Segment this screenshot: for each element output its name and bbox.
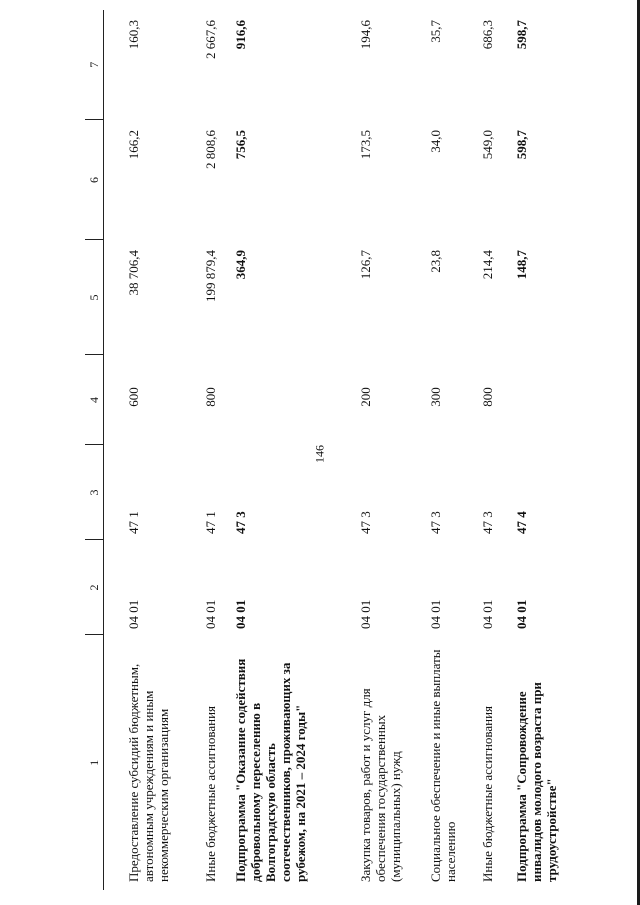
rotated-page-content xyxy=(85,10,640,890)
row-col5: 214,4 xyxy=(480,250,495,280)
table-row xyxy=(203,10,233,890)
row-col5: 199 879,4 xyxy=(203,250,218,302)
row-col6: 34,0 xyxy=(428,130,443,153)
table-row xyxy=(480,10,514,890)
row-col5: 38 706,4 xyxy=(126,250,141,296)
row-section: 04 01 xyxy=(428,599,443,629)
row-expense-type xyxy=(514,355,574,445)
row-col6: 173,5 xyxy=(358,130,373,160)
row-expense-type: 800 xyxy=(203,387,218,407)
row-col7: 194,6 xyxy=(358,20,373,50)
row-target: 47 3 xyxy=(428,511,443,534)
row-col7: 160,3 xyxy=(126,20,141,50)
row-section: 04 01 xyxy=(514,599,529,629)
row-col5: 148,7 xyxy=(514,250,529,280)
row-name: Подпрограмма "Оказание содействия добровольному переселению в Волгоградскую область соотечественников, проживающих за рубежом, на 2021 – 2024 годы" xyxy=(233,658,308,882)
row-expense-type: 600 xyxy=(126,387,141,407)
header-col-5: 5 xyxy=(85,240,104,355)
row-target: 47 3 xyxy=(358,511,373,534)
row-section: 04 01 xyxy=(126,599,141,629)
row-col5: 126,7 xyxy=(358,250,373,280)
header-col-3: 3 xyxy=(85,445,104,540)
row-col7: 598,7 xyxy=(514,20,529,50)
header-spacer xyxy=(104,10,127,890)
row-target: 47 3 xyxy=(233,511,248,534)
table-row-subprogram xyxy=(233,10,358,890)
row-name: Иные бюджетные ассигнования xyxy=(480,705,495,882)
row-target: 47 1 xyxy=(203,511,218,534)
row-col7: 35,7 xyxy=(428,20,443,43)
row-section: 04 01 xyxy=(203,599,218,629)
row-col5: 364,9 xyxy=(233,250,248,280)
row-name: Подпрограмма "Сопровождение инвалидов молодого возраста при трудоустройстве" xyxy=(514,682,559,882)
row-expense-type xyxy=(233,355,358,445)
header-col-6: 6 xyxy=(85,120,104,240)
row-col7: 686,3 xyxy=(480,20,495,50)
row-section: 04 01 xyxy=(233,599,248,629)
row-col6: 549,0 xyxy=(480,130,495,160)
header-col-4: 4 xyxy=(85,355,104,445)
row-col6: 2 808,6 xyxy=(203,130,218,169)
row-col6: 166,2 xyxy=(126,130,141,160)
row-col6: 598,7 xyxy=(514,130,529,160)
table-row xyxy=(428,10,480,890)
row-col7: 916,6 xyxy=(233,20,248,50)
row-expense-type: 200 xyxy=(358,387,373,407)
budget-table xyxy=(85,10,574,890)
row-expense-type: 300 xyxy=(428,387,443,407)
row-name: Закупка товаров, работ и услуг для обеспечения государственных (муниципальных) нужд xyxy=(358,688,403,882)
row-col6: 756,5 xyxy=(233,130,248,160)
table-row-subprogram xyxy=(514,10,574,890)
header-row xyxy=(85,10,104,890)
row-col5: 23,8 xyxy=(428,250,443,273)
table-row xyxy=(358,10,428,890)
row-col7: 2 667,6 xyxy=(203,20,218,59)
row-name: Иные бюджетные ассигнования xyxy=(203,705,218,882)
row-target: 47 4 xyxy=(514,511,529,534)
header-col-7: 7 xyxy=(85,10,104,120)
row-name: Предоставление субсидий бюджетным, автономным учреждениям и иным некоммерческим организациям xyxy=(126,663,171,882)
header-col-1: 1 xyxy=(85,635,104,890)
row-target: 47 1 xyxy=(126,511,141,534)
header-col-2: 2 xyxy=(85,540,104,635)
row-target: 47 3 xyxy=(480,511,495,534)
page-number: 146 xyxy=(312,445,327,463)
row-section: 04 01 xyxy=(358,599,373,629)
row-name: Социальное обеспечение и иные выплаты населению xyxy=(428,649,458,882)
row-expense-type: 800 xyxy=(480,387,495,407)
table-row xyxy=(126,10,203,890)
row-section: 04 01 xyxy=(480,599,495,629)
